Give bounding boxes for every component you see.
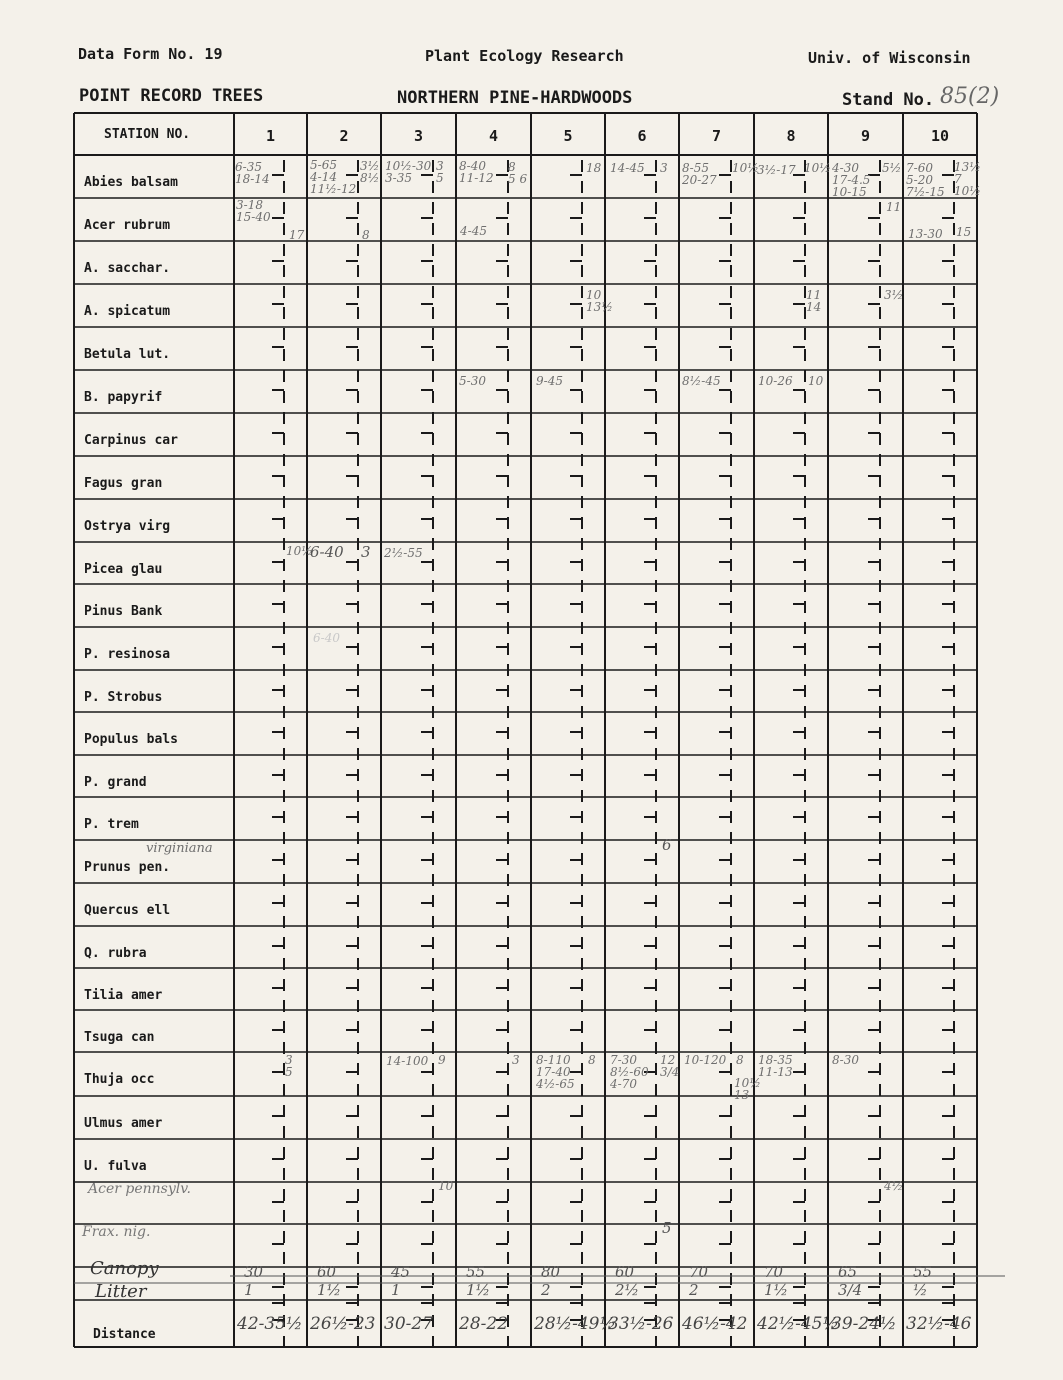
litter-label: Litter	[95, 1281, 147, 1302]
station-number-7: 7	[711, 127, 722, 145]
distance-value: 46½-42	[682, 1314, 748, 1334]
station-number-3: 3	[413, 127, 424, 145]
station-number-2: 2	[339, 127, 349, 145]
acer-pennsylv-label: Acer pennsylv.	[88, 1181, 191, 1197]
entry-abies-s8: 3½-17	[757, 163, 796, 177]
entry-abies-s9: 4-30 17-4.5 10-15	[832, 161, 871, 199]
species-label: Tilia amer	[84, 988, 163, 1003]
litter-value: 1½	[764, 1281, 789, 1299]
entry-abies-s2-sub: 3½ 8½	[360, 159, 380, 185]
species-label: B. papyrif	[84, 390, 163, 405]
entry-fraxnig-s6: 5	[662, 1219, 672, 1237]
entry-acer-s10: 13-30	[908, 227, 943, 241]
species-label: U. fulva	[84, 1159, 147, 1174]
entry-resinosa-faint: 6-40	[313, 631, 340, 645]
distance-value: 28½-49½	[534, 1314, 616, 1334]
entry-abies-s10: 7-60 5-20 7½-15	[906, 161, 945, 199]
entry-picea-s2: 6-40	[310, 543, 344, 561]
distance-value: 33½-26	[608, 1314, 674, 1334]
entry-thuja-s3: 14-100	[386, 1054, 429, 1068]
litter-value: 1	[244, 1281, 254, 1299]
entry-thuja-s1: 3 5	[285, 1053, 293, 1079]
species-label: Carpinus car	[84, 433, 178, 448]
entry-papyrif-s5: 9-45	[536, 374, 563, 388]
entry-acerpenn-s3: 10	[438, 1179, 454, 1193]
species-label: A. sacchar.	[84, 261, 171, 276]
entry-thuja-s6: 7-30 8½-60 4-70	[610, 1053, 649, 1091]
university: Univ. of Wisconsin	[808, 49, 971, 67]
entry-abies-s10-sub: 13½ 7 10½	[954, 160, 981, 198]
entry-abies-s8-sub: 10½	[804, 161, 831, 175]
species-label: Abies balsam	[84, 175, 178, 190]
entry-abies-s7: 8-55 20-27	[682, 161, 717, 187]
distance-value: 42-35½	[237, 1314, 303, 1334]
species-label: Picea glau	[84, 562, 163, 577]
litter-value: 1	[391, 1281, 401, 1299]
distance-value: 39-24½	[831, 1314, 897, 1334]
species-label: Fagus gran	[84, 476, 163, 491]
entry-papyrif-s8: 10-26	[758, 374, 793, 388]
entry-papyrif-s4: 5-30	[459, 374, 486, 388]
canopy-value: 55	[466, 1263, 486, 1281]
species-label: Q. rubra	[84, 946, 147, 961]
species-label: P. resinosa	[84, 647, 171, 662]
entry-thuja-s6-sub: 12 3/4	[660, 1053, 680, 1079]
station-number-4: 4	[488, 127, 499, 145]
frax-nig-label: Frax. nig.	[82, 1224, 151, 1240]
entry-prunus-s6: 6	[662, 836, 672, 854]
entry-acer-s10-sub: 15	[956, 225, 972, 239]
stand-number: 85(2)	[940, 84, 1000, 109]
entry-acer-s2: 8	[362, 228, 370, 242]
station-number-9: 9	[860, 127, 871, 145]
entry-thuja-s4-sub: 3	[512, 1053, 520, 1067]
canopy-value: 60	[615, 1263, 635, 1281]
entry-thuja-s7-sub: 8	[736, 1053, 744, 1067]
entry-spicatum-s9: 3½	[884, 288, 904, 302]
prunus-annotation: virginiana	[146, 841, 213, 856]
entry-thuja-s3-sub: 9	[438, 1053, 446, 1067]
canopy-label: Canopy	[90, 1258, 159, 1279]
entry-acer-s1: 17	[289, 228, 305, 242]
entry-papyrif-s8-sub: 10	[808, 374, 824, 388]
entry-abies-s6: 14-45	[610, 161, 645, 175]
entry-abies-s4: 8-40 11-12	[459, 159, 494, 185]
entry-thuja-s5-sub: 8	[588, 1053, 596, 1067]
entry-thuja-s7-sub2: 10½ 13	[734, 1076, 761, 1102]
distance-value: 42½-45½	[757, 1314, 839, 1334]
litter-value: 2½	[615, 1281, 640, 1299]
species-label: Populus bals	[84, 732, 178, 747]
distance-value: 32½-46	[906, 1314, 972, 1334]
entry-spicatum-s5: 10 13½	[586, 288, 613, 314]
entry-abies-s3: 10½-30 3-35	[385, 159, 432, 185]
species-label: Prunus pen.	[84, 860, 171, 875]
species-label: Ulmus amer	[84, 1116, 163, 1131]
species-label: Acer rubrum	[84, 218, 171, 233]
entry-abies-s4-sub: 8 5 6	[508, 160, 528, 186]
entry-abies-s3-sub: 3 5	[436, 159, 444, 185]
entry-picea-s2-sub: 3	[361, 543, 371, 561]
entry-thuja-s5: 8-110 17-40 4½-65	[536, 1053, 575, 1091]
station-number-8: 8	[786, 127, 796, 145]
canopy-value: 70	[764, 1263, 784, 1281]
species-label: A. spicatum	[84, 304, 171, 319]
species-label: Pinus Bank	[84, 604, 163, 619]
entry-spicatum-s8: 11 14	[806, 288, 822, 314]
species-label: Ostrya virg	[84, 519, 171, 534]
station-header: STATION NO.	[104, 127, 191, 142]
entry-abies-s1-bracket: 3-18 15-40	[236, 198, 271, 224]
entry-acerpenn-s9: 4½	[884, 1179, 904, 1193]
entry-abies-s1: 6-35 18-14	[235, 160, 270, 186]
species-label: P. Strobus	[84, 690, 163, 705]
litter-value: 1½	[317, 1281, 342, 1299]
canopy-value: 80	[541, 1263, 561, 1281]
station-number-5: 5	[563, 127, 573, 145]
litter-value: 1½	[466, 1281, 491, 1299]
canopy-value: 30	[244, 1263, 264, 1281]
entry-thuja-s9: 8-30	[832, 1053, 859, 1067]
entry-papyrif-s7: 8½-45	[682, 374, 721, 388]
entry-picea-s3: 2½-55	[384, 546, 423, 560]
litter-value: 2	[689, 1281, 699, 1299]
canopy-value: 60	[317, 1263, 337, 1281]
community-title: NORTHERN PINE-HARDWOODS	[397, 88, 633, 108]
entry-abies-s2: 5-65 4-14 11½-12	[310, 158, 357, 196]
species-label: P. trem	[84, 817, 139, 832]
station-number-1: 1	[265, 127, 276, 145]
canopy-value: 55	[913, 1263, 933, 1281]
entry-thuja-s8: 18-35 11-13	[758, 1053, 793, 1079]
stand-label: Stand No.	[842, 90, 935, 110]
entry-picea-s1: 10½	[286, 544, 313, 558]
entry-abies-s9-sub: 5½	[882, 161, 902, 175]
form-title: POINT RECORD TREES	[79, 86, 264, 106]
entry-abies-s5-sub: 18	[586, 161, 602, 175]
entry-acer-s9: 11	[886, 200, 902, 214]
litter-value: 3/4	[838, 1281, 863, 1299]
distance-label: Distance	[93, 1327, 156, 1342]
organization: Plant Ecology Research	[425, 47, 624, 65]
entry-abies-s6-sub: 3	[660, 161, 668, 175]
species-label: Betula lut.	[84, 347, 171, 362]
canopy-value: 45	[391, 1263, 411, 1281]
distance-value: 30-27	[384, 1314, 434, 1334]
entry-acer-s4: 4-45	[460, 224, 487, 238]
entry-thuja-s7: 10-120	[684, 1053, 727, 1067]
species-label: Thuja occ	[84, 1072, 155, 1087]
species-label: Quercus ell	[84, 903, 171, 918]
distance-value: 28-22	[459, 1314, 509, 1334]
species-label: P. grand	[84, 775, 147, 790]
species-label: Tsuga can	[84, 1030, 155, 1045]
form-number: Data Form No. 19	[78, 45, 223, 63]
entry-abies-s7-sub: 10½	[732, 161, 759, 175]
distance-value: 26½-23	[310, 1314, 376, 1334]
litter-value: 2	[541, 1281, 551, 1299]
station-number-6: 6	[637, 127, 647, 145]
station-number-10: 10	[930, 127, 950, 145]
litter-value: ½	[913, 1281, 928, 1299]
canopy-value: 65	[838, 1263, 858, 1281]
canopy-value: 70	[689, 1263, 709, 1281]
